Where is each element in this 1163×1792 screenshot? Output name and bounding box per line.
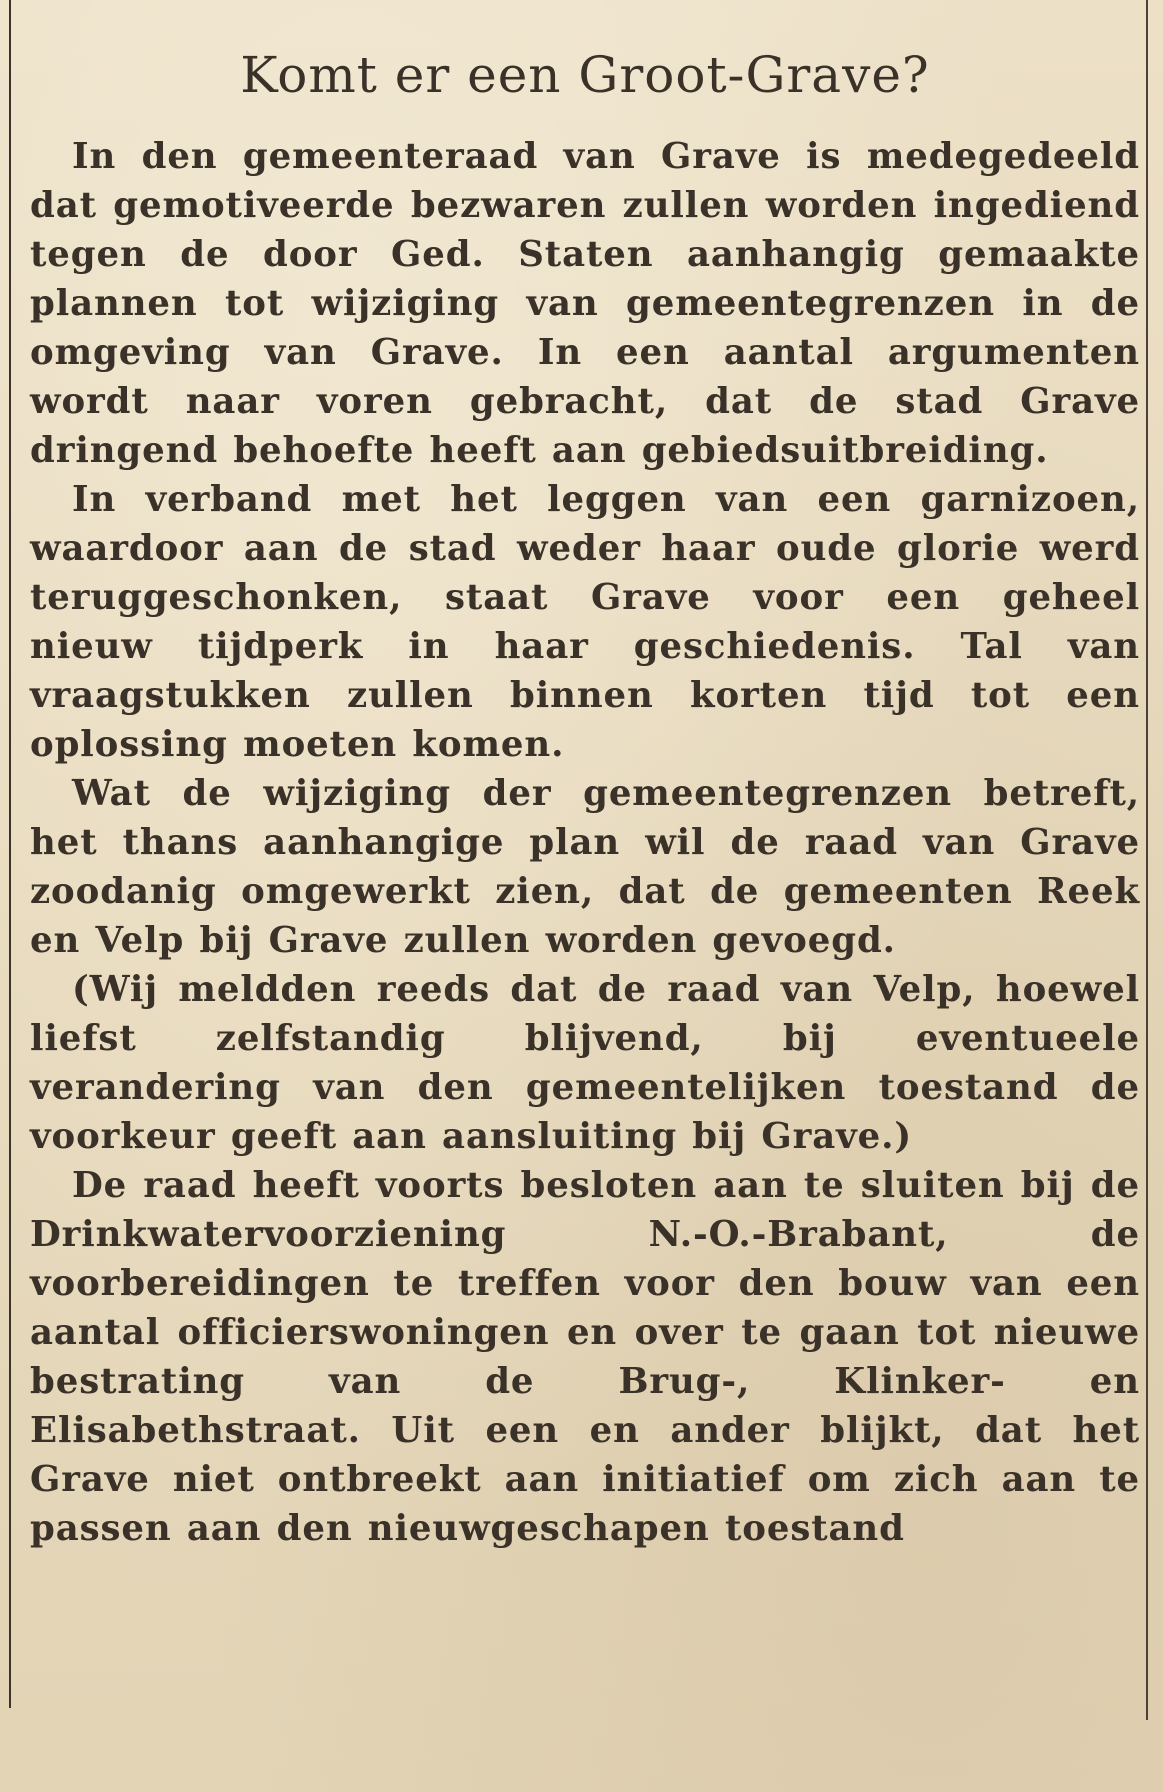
article-paragraph-1: In den gemeenteraad van Grave is medegedeeld dat gemotiveerde bezwaren zullen worden ingediend tegen de door Ged. Staten aanhangig gemaakte plannen tot wijziging van gemeentegrenzen in de omgeving van Grave. In een aantal argumenten wordt naar voren gebracht, dat de stad Grave dringend behoefte heeft aan gebiedsuitbreiding. xyxy=(30,136,1140,471)
column-rule-left xyxy=(9,0,11,1708)
column-rule-right xyxy=(1146,0,1148,1720)
article-paragraph-4: (Wij meldden reeds dat de raad van Velp, hoewel liefst zelfstandig blijvend, bij eventueele verandering van den gemeentelijken toestand de voorkeur geeft aan aansluiting bij Grave.) xyxy=(30,969,1140,1157)
article-headline: Komt er een Groot-Grave? xyxy=(240,46,930,104)
article-paragraph-5: De raad heeft voorts besloten aan te sluiten bij de Drinkwatervoorziening N.-O.-Brabant, de voorbereidingen te treffen voor den bouw van een aantal officierswoningen en over te gaan tot nieuwe bestrating van de Brug-, Klinker- en Elisabethstraat. Uit een en ander blijkt, dat het Grave niet ontbreekt aan initiatief om zich aan te passen aan den nieuwgeschapen toestand xyxy=(30,1165,1140,1549)
article-paragraph-3: Wat de wijziging der gemeentegrenzen betreft, het thans aanhangige plan wil de raad van Grave zoodanig omgewerkt zien, dat de gemeenten Reek en Velp bij Grave zullen worden gevoegd. xyxy=(30,773,1140,961)
article-paragraph-2: In verband met het leggen van een garnizoen, waardoor aan de stad weder haar oude glorie werd teruggeschonken, staat Grave voor een geheel nieuw tijdperk in haar geschiedenis. Tal van vraagstukken zullen binnen korten tijd tot een oplossing moeten komen. xyxy=(30,479,1140,765)
article-column xyxy=(30,40,1140,1553)
